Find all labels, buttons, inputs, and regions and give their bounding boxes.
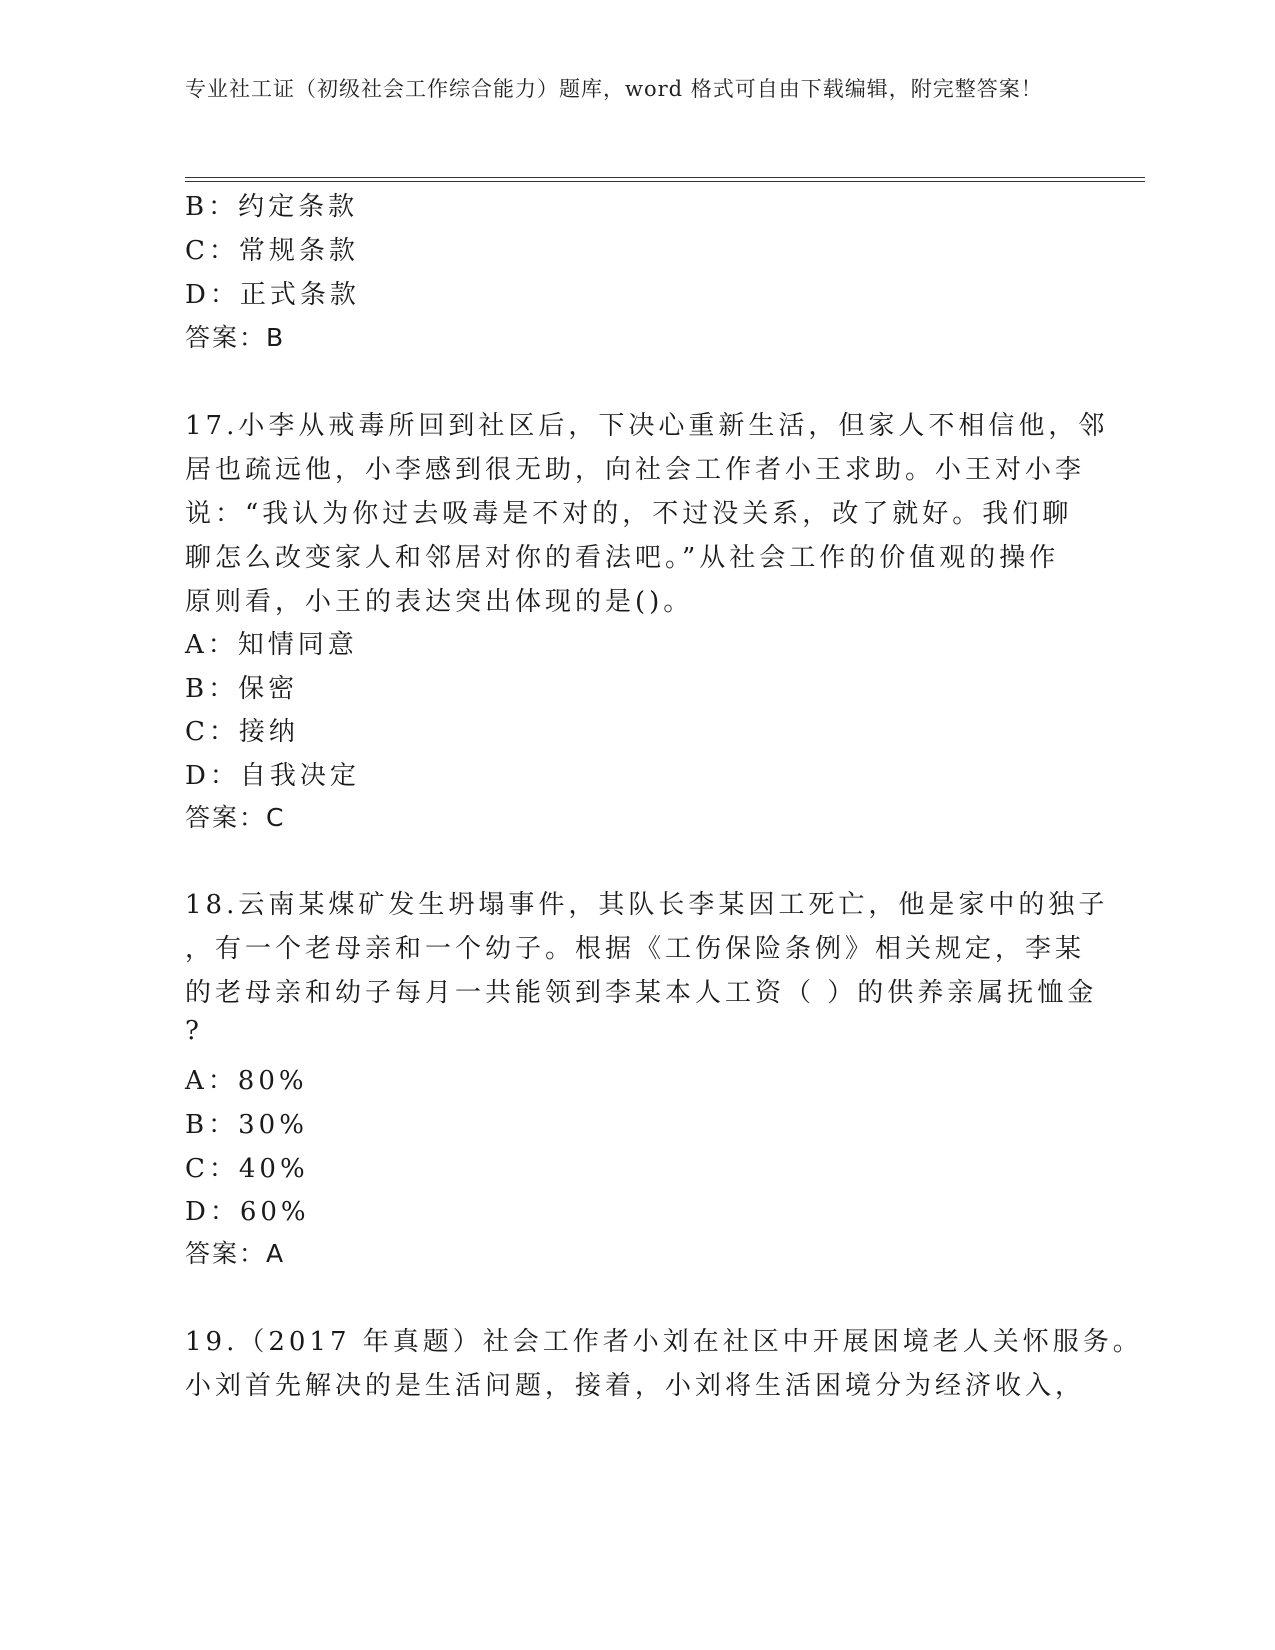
- question-18-line-1: 18.云南某煤矿发生坍塌事件，其队长李某因工死亡，他是家中的独子: [185, 890, 1109, 920]
- option-c: C：常规条款: [185, 236, 359, 266]
- question-19-line-1: 19.（2017 年真题）社会工作者小刘在社区中开展困境老人关怀服务。: [185, 1327, 1143, 1357]
- question-18-line-2: ，有一个老母亲和一个幼子。根据《工伤保险条例》相关规定，李某: [185, 934, 1086, 964]
- question-19-line-2: 小刘首先解决的是生活问题，接着，小刘将生活困境分为经济收入，: [185, 1371, 1086, 1401]
- option-d: D：正式条款: [185, 280, 360, 310]
- question-17-option-c: C：接纳: [185, 717, 299, 747]
- question-17-line-3: 说：“我认为你过去吸毒是不对的，不过没关系，改了就好。我们聊: [185, 499, 1073, 529]
- answer-label: 答案：B: [185, 323, 286, 352]
- question-18-line-3: 的老母亲和幼子每月一共能领到李某本人工资（ ）的供养亲属抚恤金: [185, 978, 1098, 1008]
- question-18-answer: 答案：A: [185, 1239, 286, 1268]
- question-17-option-b: B：保密: [185, 674, 299, 704]
- question-17-line-2: 居也疏远他，小李感到很无助，向社会工作者小王求助。小王对小李: [185, 455, 1086, 485]
- question-18-option-d: D：60%: [185, 1197, 310, 1227]
- question-17-line-5: 原则看，小王的表达突出体现的是()。: [185, 587, 694, 617]
- header-divider-top: [185, 177, 1145, 178]
- question-17-line-4: 聊怎么改变家人和邻居对你的看法吧。”从社会工作的价值观的操作: [185, 543, 1060, 573]
- question-18-line-4: ?: [185, 1016, 203, 1046]
- option-b: B：约定条款: [185, 192, 359, 222]
- question-17-answer: 答案：C: [185, 803, 286, 832]
- question-17-line-1: 17.小李从戒毒所回到社区后，下决心重新生活，但家人不相信他，邻: [185, 411, 1109, 441]
- question-17-option-d: D：自我决定: [185, 761, 360, 791]
- question-18-option-a: A：80%: [185, 1066, 308, 1096]
- document-header: 专业社工证（初级社会工作综合能力）题库，word 格式可自由下载编辑，附完整答案！: [185, 77, 1043, 101]
- question-18-option-b: B：30%: [185, 1110, 308, 1140]
- question-17-option-a: A：知情同意: [185, 630, 358, 660]
- question-18-option-c: C：40%: [185, 1154, 309, 1184]
- header-divider-bottom: [185, 181, 1145, 182]
